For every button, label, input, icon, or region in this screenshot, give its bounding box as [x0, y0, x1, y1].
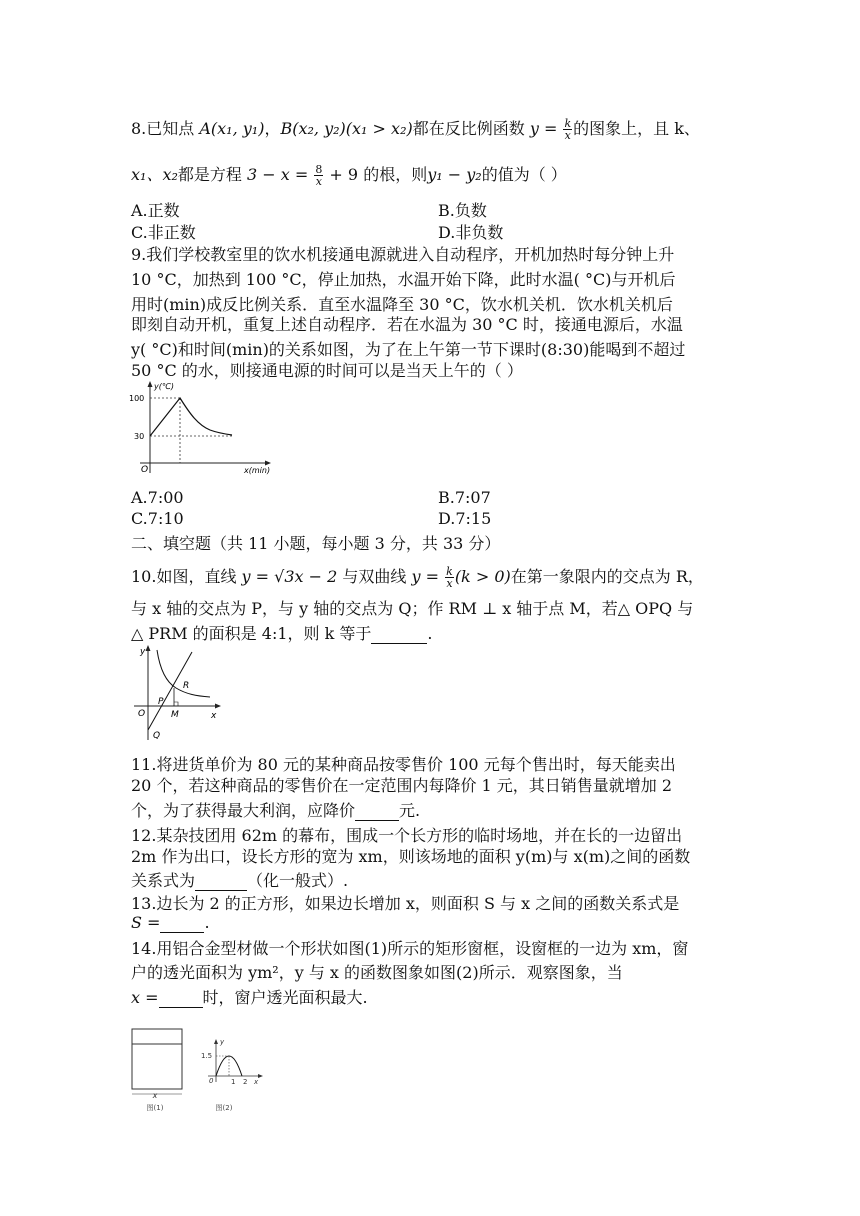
- x-axis-arrow: [215, 704, 221, 709]
- point-b: B(x₂, y₂)(x₁ > x₂): [280, 119, 413, 138]
- fraction-8-over-x: [314, 164, 323, 187]
- x-label: x: [211, 711, 217, 721]
- q10-line-3: [131, 621, 432, 644]
- right-angle-mark: [174, 702, 178, 706]
- q14-line-1: 14.用铝合金型材做一个形状如图(1)所示的矩形窗框，设窗框的一边为 xm，窗: [131, 939, 689, 958]
- section-heading: 二、填空题（共 11 小题，每小题 3 分，共 33 分）: [131, 534, 501, 553]
- q10-line-2: 与 x 轴的交点为 P，与 y 轴的交点为 Q；作 RM ⊥ x 轴于点 M，若△ OPQ 与: [131, 599, 694, 618]
- q9-temperature-graph: [128, 378, 278, 478]
- q9-line-3: 用时(min)成反比例关系．直至水温降至 30 °C，饮水机关机．饮水机关机后: [131, 295, 673, 314]
- hyperbola-condition: (k > 0): [454, 567, 511, 586]
- numerator: k: [446, 565, 453, 578]
- y-label: y: [140, 647, 146, 657]
- q12-line-1: 12.某杂技团用 62m 的幕布，围成一个长方形的临时场地，并在长的一边留出: [131, 826, 683, 845]
- roots: x₁、x₂: [131, 165, 178, 184]
- q8-option-b: B.负数: [438, 201, 487, 220]
- width-label: x: [152, 1091, 158, 1100]
- function-lhs: y =: [529, 119, 563, 138]
- temperature-curve: [150, 398, 232, 436]
- text: 在第一象限内的交点为 R，: [510, 567, 704, 586]
- text: 的根，则: [358, 165, 428, 184]
- text: 的值为（ ）: [481, 165, 567, 184]
- text: 10.如图，直线: [131, 567, 242, 586]
- denominator: x: [315, 175, 322, 188]
- text: .: [204, 913, 210, 932]
- q9-line-6: 50 °C 的水，则接通电源的时间可以是当天上午的（ ）: [131, 361, 523, 380]
- origin-label: O: [138, 709, 146, 719]
- q12-line-3: [131, 868, 348, 891]
- q10-graph: [128, 642, 228, 742]
- q8-option-d: D.非负数: [438, 223, 504, 242]
- figure-2-caption: 图(2): [215, 1104, 233, 1112]
- denominator: x: [446, 577, 453, 590]
- equation-lhs: 3 − x =: [246, 165, 314, 184]
- fraction-k-over-x: [563, 118, 572, 141]
- y-axis-label: y(℃): [154, 382, 174, 391]
- point-m-label: M: [171, 710, 179, 720]
- text: 的图象上，且 k、: [573, 119, 700, 138]
- x-label: x: [254, 1078, 259, 1086]
- origin-label: 0: [209, 1077, 214, 1085]
- numerator: 8: [315, 163, 323, 176]
- text: △ PRM 的面积是 4:1，则 k 等于: [131, 624, 372, 643]
- q9-option-a: A.7:00: [131, 488, 184, 507]
- q14-line-3: [131, 985, 368, 1008]
- point-r-label: R: [183, 681, 190, 691]
- answer-blank[interactable]: [195, 871, 247, 891]
- q10-line-1: [131, 564, 704, 589]
- text: 时，窗户透光面积最大.: [202, 988, 368, 1007]
- text: 与双曲线: [337, 567, 412, 586]
- point-q-label: Q: [153, 731, 161, 741]
- y-axis-arrow: [146, 645, 151, 651]
- figure-1-caption: 图(1): [146, 1104, 164, 1112]
- q11-line-1: 11.将进货单价为 80 元的某种商品按零售价 100 元每个售出时，每天能卖出: [131, 755, 676, 774]
- answer-blank[interactable]: [159, 988, 203, 1008]
- q14-figure-1: [128, 1026, 188, 1116]
- fraction-k-over-x: [445, 566, 454, 589]
- q12-line-2: 2m 作为出口，设长方形的宽为 xm，则该场地的面积 y(m)与 x(m)之间的函数: [131, 847, 691, 866]
- q8-line-1: [131, 116, 700, 141]
- y-label: y: [220, 1038, 225, 1046]
- tick-label-2: 2: [243, 1078, 248, 1086]
- answer-blank[interactable]: [355, 801, 399, 821]
- q9-line-5: y( °C)和时间(min)的关系如图，为了在上午第一节下课时(8:30)能喝到不超过: [131, 340, 686, 359]
- answer-blank[interactable]: [160, 913, 204, 933]
- denominator: x: [564, 129, 571, 142]
- q9-option-b: B.7:07: [438, 488, 491, 507]
- y-axis-arrow: [214, 1039, 218, 1044]
- line-equation: y = √3x − 2: [241, 567, 338, 586]
- q8-option-c: C.非正数: [131, 223, 196, 242]
- q8-option-a: A.正数: [131, 201, 180, 220]
- text: .: [427, 624, 433, 643]
- window-frame: [132, 1029, 182, 1089]
- q8-line-2: [131, 162, 567, 187]
- text: 都是方程: [177, 165, 247, 184]
- text: 元.: [399, 801, 421, 820]
- text: 关系式为: [131, 871, 196, 890]
- q9-line-1: 9.我们学校教室里的饮水机接通电源就进入自动程序，开机加热时每分钟上升: [131, 245, 675, 264]
- q9-option-c: C.7:10: [131, 509, 184, 528]
- q14-line-2: 户的透光面积为 ym²，y 与 x 的函数图象如图(2)所示．观察图象，当: [131, 963, 623, 982]
- q14-figure-2: [198, 1036, 270, 1116]
- straight-line: [148, 652, 192, 730]
- q9-line-2: 10 °C，加热到 100 °C，停止加热，水温开始下降，此时水温( °C)与开机后: [131, 270, 676, 289]
- x-axis-arrow: [258, 1074, 263, 1078]
- origin-label: O: [141, 465, 149, 475]
- q9-line-4: 即刻自动开机，重复上述自动程序．若在水温为 30 °C 时，接通电源后，水温: [131, 315, 683, 334]
- tick-label-100: 100: [129, 394, 145, 403]
- q9-option-d: D.7:15: [438, 509, 492, 528]
- tick-label-1: 1: [231, 1078, 236, 1086]
- text: （化一般式）.: [247, 871, 349, 890]
- point-a: A(x₁, y₁): [199, 119, 265, 138]
- tick-label-30: 30: [134, 432, 145, 441]
- equation-rhs: + 9: [324, 165, 359, 184]
- q11-line-3: [131, 798, 420, 821]
- tick-label-1-5: 1.5: [201, 1052, 213, 1060]
- text: 都在反比例函数: [412, 119, 530, 138]
- text: 个，为了获得最大利润，应降价: [131, 801, 356, 820]
- y-axis-arrow: [148, 381, 153, 387]
- text: 8.已知点: [131, 119, 200, 138]
- q13-line-2: [131, 913, 210, 933]
- text: x =: [131, 988, 159, 1007]
- expression: y₁ − y₂: [427, 165, 482, 184]
- q11-line-2: 20 个，若这种商品的零售价在一定范围内每降价 1 元，其日销售量就增加 2: [131, 776, 673, 795]
- numerator: k: [564, 117, 572, 130]
- hyperbola-lhs: y =: [411, 567, 445, 586]
- answer-blank[interactable]: [371, 624, 427, 644]
- q13-line-1: 13.边长为 2 的正方形，如果边长增加 x，则面积 S 与 x 之间的函数关系式是: [131, 894, 680, 913]
- text: S =: [131, 913, 161, 932]
- point-p-label: P: [158, 697, 164, 707]
- x-axis-arrow: [265, 461, 271, 466]
- text: ，: [264, 119, 281, 138]
- x-axis-label: x(min): [244, 466, 271, 475]
